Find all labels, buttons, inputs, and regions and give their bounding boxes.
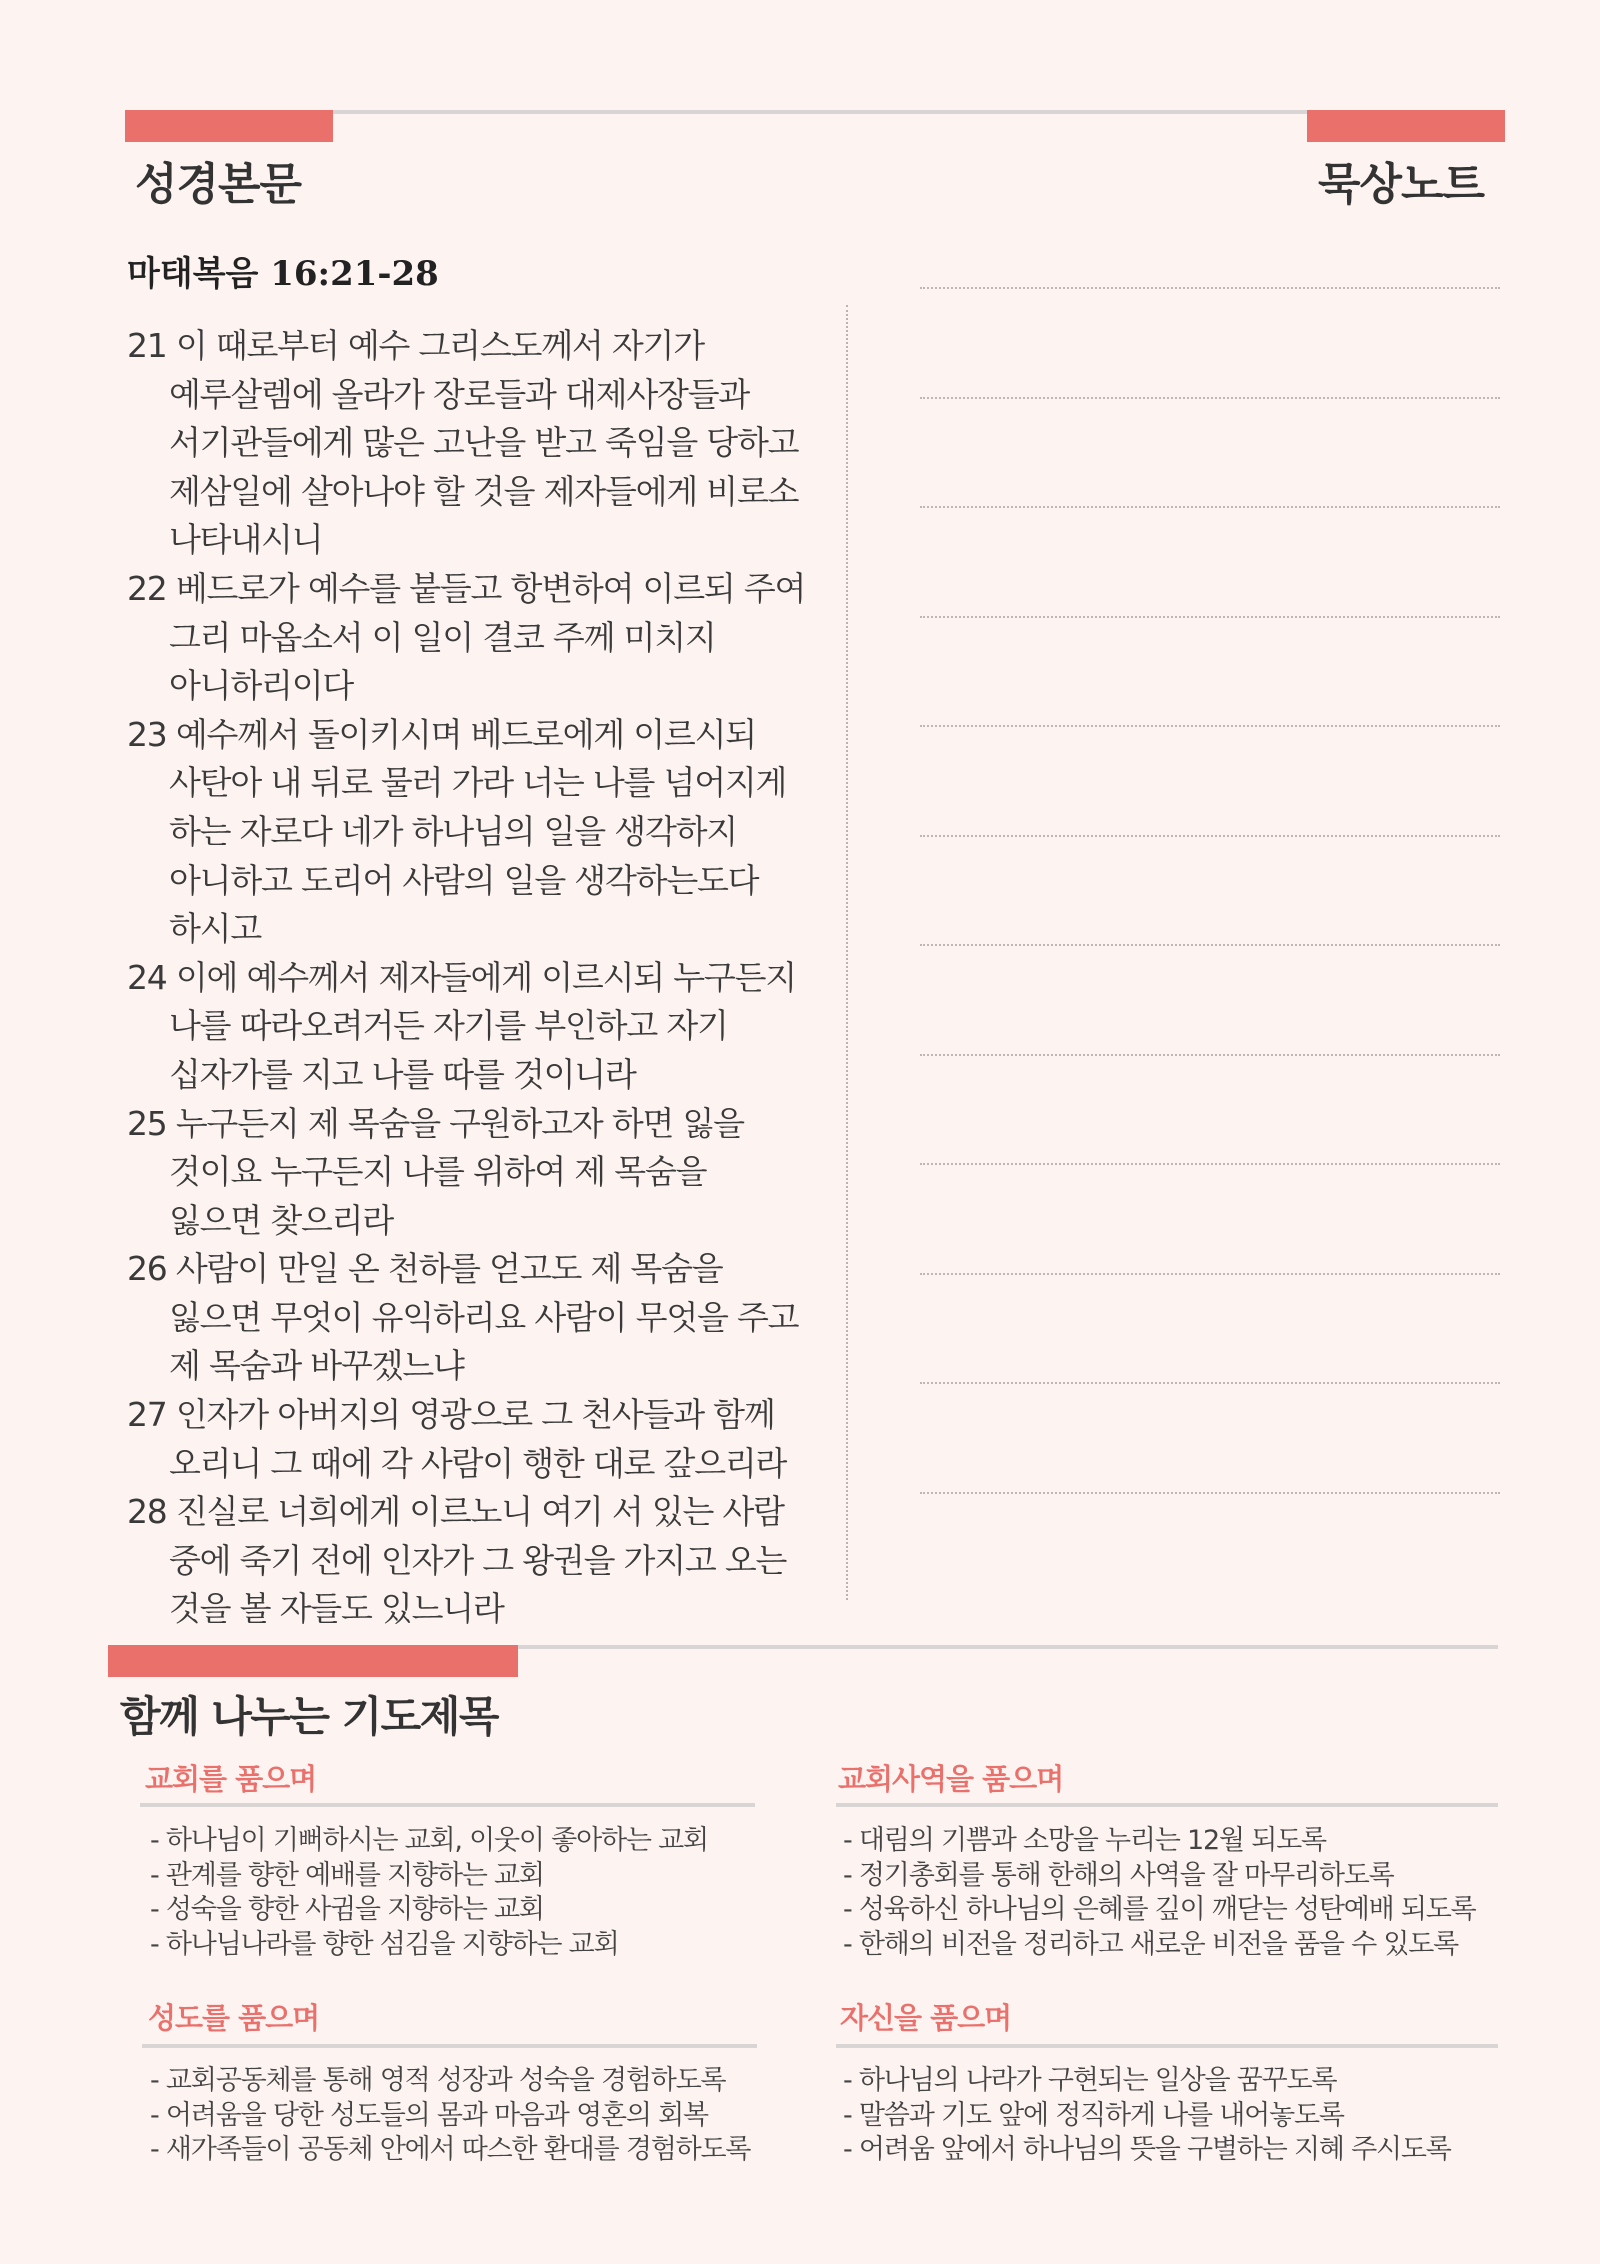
prayer-category-title: 자신을 품으며	[840, 2001, 1012, 2035]
scripture-reference: 마태복음 16:21-28	[127, 254, 439, 294]
prayer-item: - 새가족들이 공동체 안에서 따스한 환대를 경험하도록	[150, 2134, 751, 2165]
prayer-item: - 하나님이 기뻐하시는 교회, 이웃이 좋아하는 교회	[150, 1825, 708, 1856]
prayer-list	[843, 2064, 1451, 2168]
note-line	[920, 725, 1500, 727]
note-line	[920, 287, 1500, 289]
prayer-item: - 정기총회를 통해 한해의 사역을 잘 마무리하도록	[843, 1859, 1394, 1891]
prayer-item: - 어려움을 당한 성도들의 몸과 마음과 영혼의 회복	[150, 2099, 708, 2131]
note-line	[920, 1054, 1500, 1056]
verse: 25 누구든지 제 목숨을 구원하고자 하면 잃을 것이요 누구든지 나를 위하여 제 목숨을 잃으면 찾으리라	[127, 1103, 744, 1240]
prayer-item: - 하나님의 나라가 구현되는 일상을 꿈꾸도록	[843, 2065, 1337, 2096]
category-rule	[140, 1803, 755, 1807]
meditation-note-heading: 묵상노트	[1318, 159, 1485, 210]
prayer-category-title: 성도를 품으며	[148, 2001, 320, 2035]
note-line	[920, 506, 1500, 508]
prayer-section-title: 함께 나누는 기도제목	[120, 1692, 498, 1741]
note-line	[920, 835, 1500, 837]
verse: 24 이에 예수께서 제자들에게 이르시되 누구든지 나를 따라오려거든 자기를 부인하고 자기 십자가를 지고 나를 따를 것이니라	[127, 957, 796, 1094]
prayer-item: - 어려움 앞에서 하나님의 뜻을 구별하는 지혜 주시도록	[843, 2134, 1451, 2165]
verse: 22 베드로가 예수를 붙들고 항변하여 이르되 주여 그리 마옵소서 이 일이 결코 주께 미치지 아니하리이다	[127, 568, 806, 706]
bible-text-heading: 성경본문	[135, 159, 302, 210]
note-line	[920, 397, 1500, 399]
prayer-item: - 하나님나라를 향한 섬김을 지향하는 교회	[150, 1928, 619, 1960]
section-tab-accent	[125, 110, 333, 142]
note-line	[920, 1273, 1500, 1275]
prayer-item: - 교회공동체를 통해 영적 성장과 성숙을 경험하도록	[150, 2065, 726, 2096]
category-rule	[836, 1803, 1498, 1807]
note-line	[920, 1382, 1500, 1384]
meditation-note-lines	[920, 287, 1500, 1601]
prayer-item: - 관계를 향한 예배를 지향하는 교회	[150, 1859, 544, 1891]
note-line	[920, 616, 1500, 618]
category-rule	[142, 2044, 757, 2048]
verse: 26 사람이 만일 온 천하를 얻고도 제 목숨을 잃으면 무엇이 유익하리요 사람이 무엇을 주고 제 목숨과 바꾸겠느냐	[127, 1249, 799, 1386]
verse: 27 인자가 아버지의 영광으로 그 천사들과 함께 오리니 그 때에 각 사람이 행한 대로 갚으리라	[127, 1395, 787, 1483]
prayer-item: - 대림의 기쁨과 소망을 누리는 12월 되도록	[843, 1825, 1326, 1856]
section-tab-accent	[1307, 110, 1505, 142]
prayer-item: - 성육하신 하나님의 은혜를 깊이 깨닫는 성탄예배 되도록	[843, 1894, 1476, 1925]
prayer-list	[150, 1824, 708, 1962]
verse: 28 진실로 너희에게 이르노니 여기 서 있는 사람 중에 죽기 전에 인자가 그 왕권을 가지고 오는 것을 볼 자들도 있느니라	[127, 1492, 787, 1629]
prayer-list	[843, 1824, 1476, 1962]
scripture-text	[127, 322, 807, 1634]
verse: 23 예수께서 돌이키시며 베드로에게 이르시되 사탄아 내 뒤로 물러 가라 너는 나를 넘어지게 하는 자로다 네가 하나님의 일을 생각하지 아니하고 도리어 사람의 일을 생각하는도다 하시고	[127, 714, 787, 949]
verse: 21 이 때로부터 예수 그리스도께서 자기가 예루살렘에 올라가 장로들과 대제사장들과 서기관들에게 많은 고난을 받고 죽임을 당하고 제삼일에 살아나야 할 것을 제자들에게 비로소 나타내시니	[127, 326, 799, 560]
prayer-category-title: 교회사역을 품으며	[838, 1762, 1064, 1796]
prayer-list	[150, 2064, 750, 2168]
note-line	[920, 1163, 1500, 1165]
section-tab-accent	[108, 1645, 518, 1677]
prayer-category-title: 교회를 품으며	[145, 1762, 317, 1796]
prayer-item: - 말씀과 기도 앞에 정직하게 나를 내어놓도록	[843, 2099, 1344, 2131]
note-line	[920, 1492, 1500, 1494]
prayer-item: - 한해의 비전을 정리하고 새로운 비전을 품을 수 있도록	[843, 1928, 1459, 1960]
category-rule	[836, 2044, 1498, 2048]
prayer-item: - 성숙을 향한 사귐을 지향하는 교회	[150, 1894, 544, 1925]
column-divider	[846, 305, 848, 1600]
note-line	[920, 944, 1500, 946]
